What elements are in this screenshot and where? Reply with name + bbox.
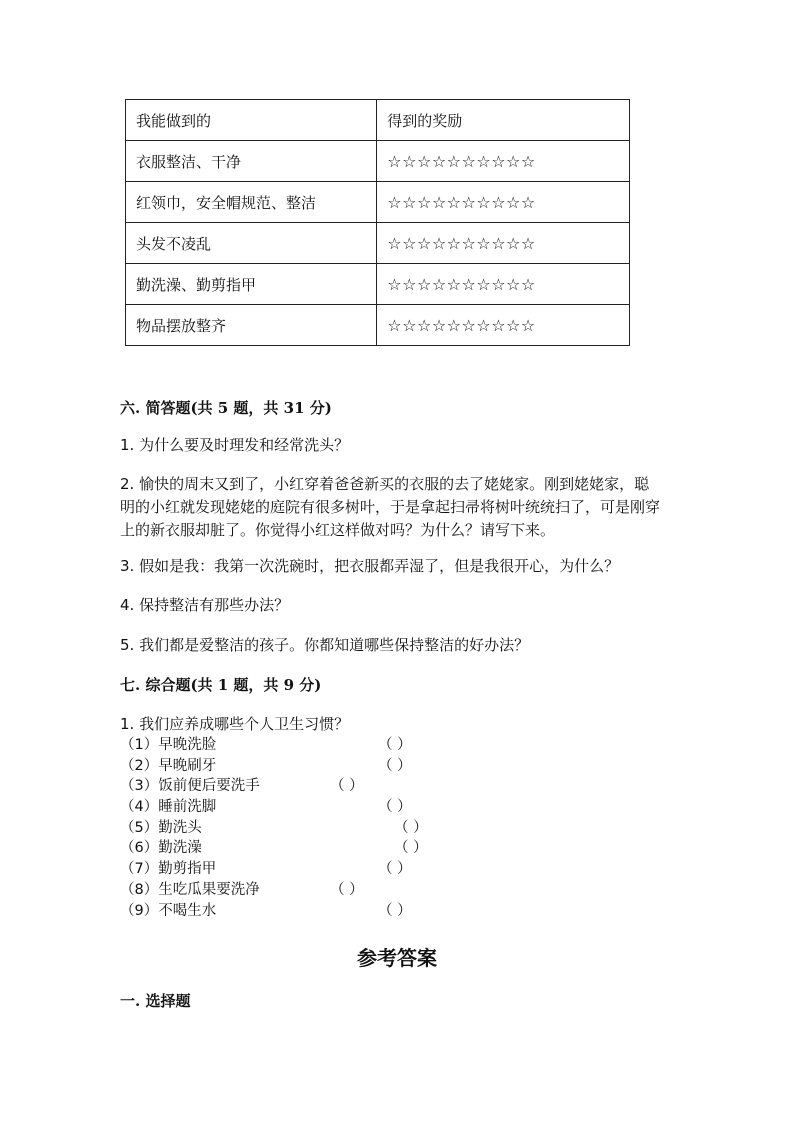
answer-blank: （ ）	[378, 737, 412, 753]
reward-table	[125, 99, 630, 346]
behavior-cell: 头发不凌乱	[126, 223, 377, 264]
star-rating-cell: ☆☆☆☆☆☆☆☆☆☆	[377, 182, 630, 223]
question-text: 4. 保持整洁有那些办法？	[120, 596, 290, 614]
question-text: 1. 我们应养成哪些个人卫生习惯？	[120, 715, 350, 733]
question-text: 1. 为什么要及时理发和经常洗头？	[120, 436, 350, 454]
table-header-cell: 得到的奖励	[377, 100, 630, 141]
table-header-cell: 我能做到的	[126, 100, 377, 141]
section-6-title: 六. 简答题(共 5 题，共 31 分)	[120, 399, 332, 417]
behavior-cell: 物品摆放整齐	[126, 305, 377, 346]
answer-blank: （ ）	[394, 820, 428, 836]
behavior-cell: 衣服整洁、干净	[126, 141, 377, 182]
habit-item: （9）不喝生水	[120, 903, 217, 919]
answer-blank: （ ）	[394, 840, 428, 856]
habit-item: （2）早晚刷牙	[120, 758, 217, 774]
behavior-cell: 红领巾，安全帽规范、整洁	[126, 182, 377, 223]
star-rating-cell: ☆☆☆☆☆☆☆☆☆☆	[377, 305, 630, 346]
answer-section-1-title: 一. 选择题	[120, 992, 191, 1010]
section-7-title: 七. 综合题(共 1 题，共 9 分)	[120, 676, 322, 694]
table-row	[126, 223, 630, 264]
habit-item: （8）生吃瓜果要洗净	[120, 882, 260, 898]
behavior-cell: 勤洗澡、勤剪指甲	[126, 264, 377, 305]
habit-item: （6）勤洗澡	[120, 840, 202, 856]
table-row	[126, 305, 630, 346]
question-text: 5. 我们都是爱整洁的孩子。你都知道哪些保持整洁的好办法？	[120, 636, 530, 654]
table-header-row	[126, 100, 630, 141]
habit-item: （7）勤剪指甲	[120, 861, 217, 877]
answer-blank: （ ）	[330, 778, 364, 794]
answer-blank: （ ）	[378, 903, 412, 919]
habit-item: （5）勤洗头	[120, 820, 202, 836]
answer-blank: （ ）	[330, 882, 364, 898]
question-text: 2. 愉快的周末又到了，小红穿着爸爸新买的衣服的去了姥姥家。刚到姥姥家，聪明的小红就发现姥姥的庭院有很多树叶，于是拿起扫帚将树叶统统扫了，可是刚穿上的新衣服却脏了。你觉得小红这样做对吗？为什么？请写下来。	[120, 475, 661, 539]
table-row	[126, 264, 630, 305]
star-rating-cell: ☆☆☆☆☆☆☆☆☆☆	[377, 223, 630, 264]
star-rating-cell: ☆☆☆☆☆☆☆☆☆☆	[377, 264, 630, 305]
answer-blank: （ ）	[378, 758, 412, 774]
question-text: 3. 假如是我：我第一次洗碗时，把衣服都弄湿了，但是我很开心，为什么？	[120, 557, 620, 575]
habit-item: （3）饭前便后要洗手	[120, 778, 260, 794]
habit-item: （4）睡前洗脚	[120, 799, 217, 815]
answer-blank: （ ）	[378, 799, 412, 815]
habit-item: （1）早晚洗脸	[120, 737, 217, 753]
star-rating-cell: ☆☆☆☆☆☆☆☆☆☆	[377, 141, 630, 182]
table-row	[126, 141, 630, 182]
answer-blank: （ ）	[378, 861, 412, 877]
table-row	[126, 182, 630, 223]
answer-key-title: 参考答案	[357, 946, 437, 970]
